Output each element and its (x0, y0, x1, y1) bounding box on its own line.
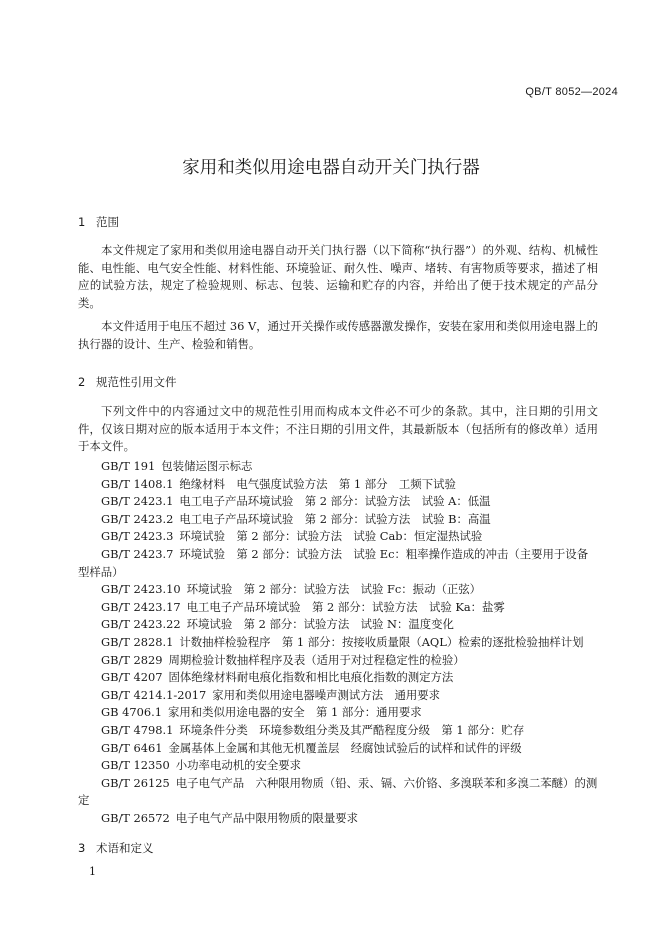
paragraph: 本文件适用于电压不超过 36 V，通过开关操作或传感器激发操作，安装在家用和类似用途电器上的执行器的设计、生产、检验和销售。 (78, 319, 598, 351)
reference-item (78, 476, 598, 494)
reference-code: GB 4706.1 (101, 705, 162, 720)
reference-code: GB/T 6461 (101, 740, 163, 755)
reference-title: 环境条件分类 环境参数组分类及其严酷程度分级 第 1 部分：贮存 (179, 722, 525, 737)
section-heading-terms (78, 840, 154, 856)
reference-item (78, 652, 598, 670)
reference-title: 电子电气产品 六种限用物质（铅、汞、镉、六价铬、多溴联苯和多溴二苯醚）的测定 (78, 775, 598, 808)
reference-list (78, 458, 598, 827)
reference-item (78, 775, 598, 810)
reference-item (78, 634, 598, 652)
reference-title: 环境试验 第 2 部分：试验方法 试验 Ec：粗率操作造成的冲击（主要用于设备型样品） (78, 546, 589, 579)
reference-title: 金属基体上金属和其他无机覆盖层 经腐蚀试验后的试样和试件的评级 (168, 740, 522, 755)
standard-code: QB/T 8052—2024 (525, 86, 618, 98)
reference-title: 固体绝缘材料耐电痕化指数和相比电痕化指数的测定方法 (168, 670, 454, 685)
reference-code: GB/T 1408.1 (101, 476, 174, 491)
reference-code: GB/T 2423.3 (101, 529, 174, 544)
reference-title: 小功率电动机的安全要求 (175, 758, 302, 773)
reference-item (78, 687, 598, 705)
document-title: 家用和类似用途电器自动开关门执行器 (182, 158, 480, 178)
reference-item (78, 740, 598, 758)
reference-title: 环境试验 第 2 部分：试验方法 试验 Cab：恒定湿热试验 (179, 529, 483, 544)
section-title: 规范性引用文件 (96, 375, 177, 389)
reference-item (78, 810, 598, 828)
reference-code: GB/T 26572 (101, 810, 170, 825)
page-number: 1 (89, 865, 96, 878)
section-title: 术语和定义 (96, 841, 154, 855)
reference-item (78, 458, 598, 476)
section-number: 2 (78, 375, 86, 389)
reference-code: GB/T 2423.17 (101, 599, 181, 614)
reference-code: GB/T 2423.22 (101, 617, 181, 632)
reference-code: GB/T 26125 (101, 775, 170, 790)
reference-code: GB/T 2828.1 (101, 634, 174, 649)
section-heading-scope (78, 214, 119, 230)
reference-code: GB/T 2829 (101, 652, 163, 667)
section-number: 3 (78, 841, 86, 855)
reference-item (78, 528, 598, 546)
reference-title: 家用和类似用途电器噪声测试方法 通用要求 (212, 687, 441, 702)
reference-code: GB/T 2423.10 (101, 582, 181, 597)
reference-item (78, 616, 598, 634)
reference-item (78, 511, 598, 529)
reference-title: 电工电子产品环境试验 第 2 部分：试验方法 试验 A：低温 (179, 494, 491, 509)
reference-code: GB/T 2423.1 (101, 494, 174, 509)
reference-code: GB/T 2423.2 (101, 511, 174, 526)
reference-title: 环境试验 第 2 部分：试验方法 试验 N：温度变化 (186, 617, 454, 632)
reference-code: GB/T 191 (101, 459, 156, 473)
reference-title: 家用和类似用途电器的安全 第 1 部分：通用要求 (167, 705, 422, 720)
reference-code: GB/T 12350 (101, 758, 170, 773)
reference-title: 电子电气产品中限用物质的限量要求 (175, 810, 359, 825)
reference-title: 绝缘材料 电气强度试验方法 第 1 部分 工频下试验 (179, 476, 456, 491)
reference-code: GB/T 2423.7 (101, 546, 174, 561)
reference-title: 电工电子产品环境试验 第 2 部分：试验方法 试验 Ka：盐雾 (186, 599, 505, 614)
paragraph: 本文件规定了家用和类似用途电器自动开关门执行器（以下简称“执行器”）的外观、结构、机械性能、电性能、电气安全性能、材料性能、环境验证、耐久性、噪声、堵转、有害物质等要求，描述了相应的试验方法，规定了检验规则、标志、包装、运输和贮存的内容，并给出了便于技术规定的产品分类。 (78, 243, 598, 310)
section-number: 1 (78, 215, 86, 229)
reference-item (78, 599, 598, 617)
section-title: 范围 (96, 215, 119, 229)
reference-item (78, 581, 598, 599)
reference-item (78, 704, 598, 722)
reference-title: 环境试验 第 2 部分：试验方法 试验 Fc：振动（正弦） (186, 582, 482, 597)
paragraph: 下列文件中的内容通过文中的规范性引用而构成本文件必不可少的条款。其中，注日期的引用文件，仅该日期对应的版本适用于本文件；不注日期的引用文件，其最新版本（包括所有的修改单）适用于本文件。 (78, 404, 598, 454)
reference-title: 包装储运图示标志 (161, 459, 253, 473)
reference-item (78, 493, 598, 511)
reference-item (78, 722, 598, 740)
reference-item (78, 669, 598, 687)
reference-code: GB/T 4207 (101, 670, 163, 685)
reference-title: 周期检验计数抽样程序及表（适用于对过程稳定性的检验） (168, 652, 465, 667)
reference-code: GB/T 4214.1-2017 (101, 687, 207, 702)
reference-item (78, 546, 598, 581)
section-heading-normative-references (78, 374, 177, 390)
reference-code: GB/T 4798.1 (101, 722, 174, 737)
reference-title: 电工电子产品环境试验 第 2 部分：试验方法 试验 B：高温 (179, 511, 491, 526)
reference-title: 计数抽样检验程序 第 1 部分：按接收质量限（AQL）检索的逐批检验抽样计划 (179, 634, 584, 649)
reference-item (78, 757, 598, 775)
